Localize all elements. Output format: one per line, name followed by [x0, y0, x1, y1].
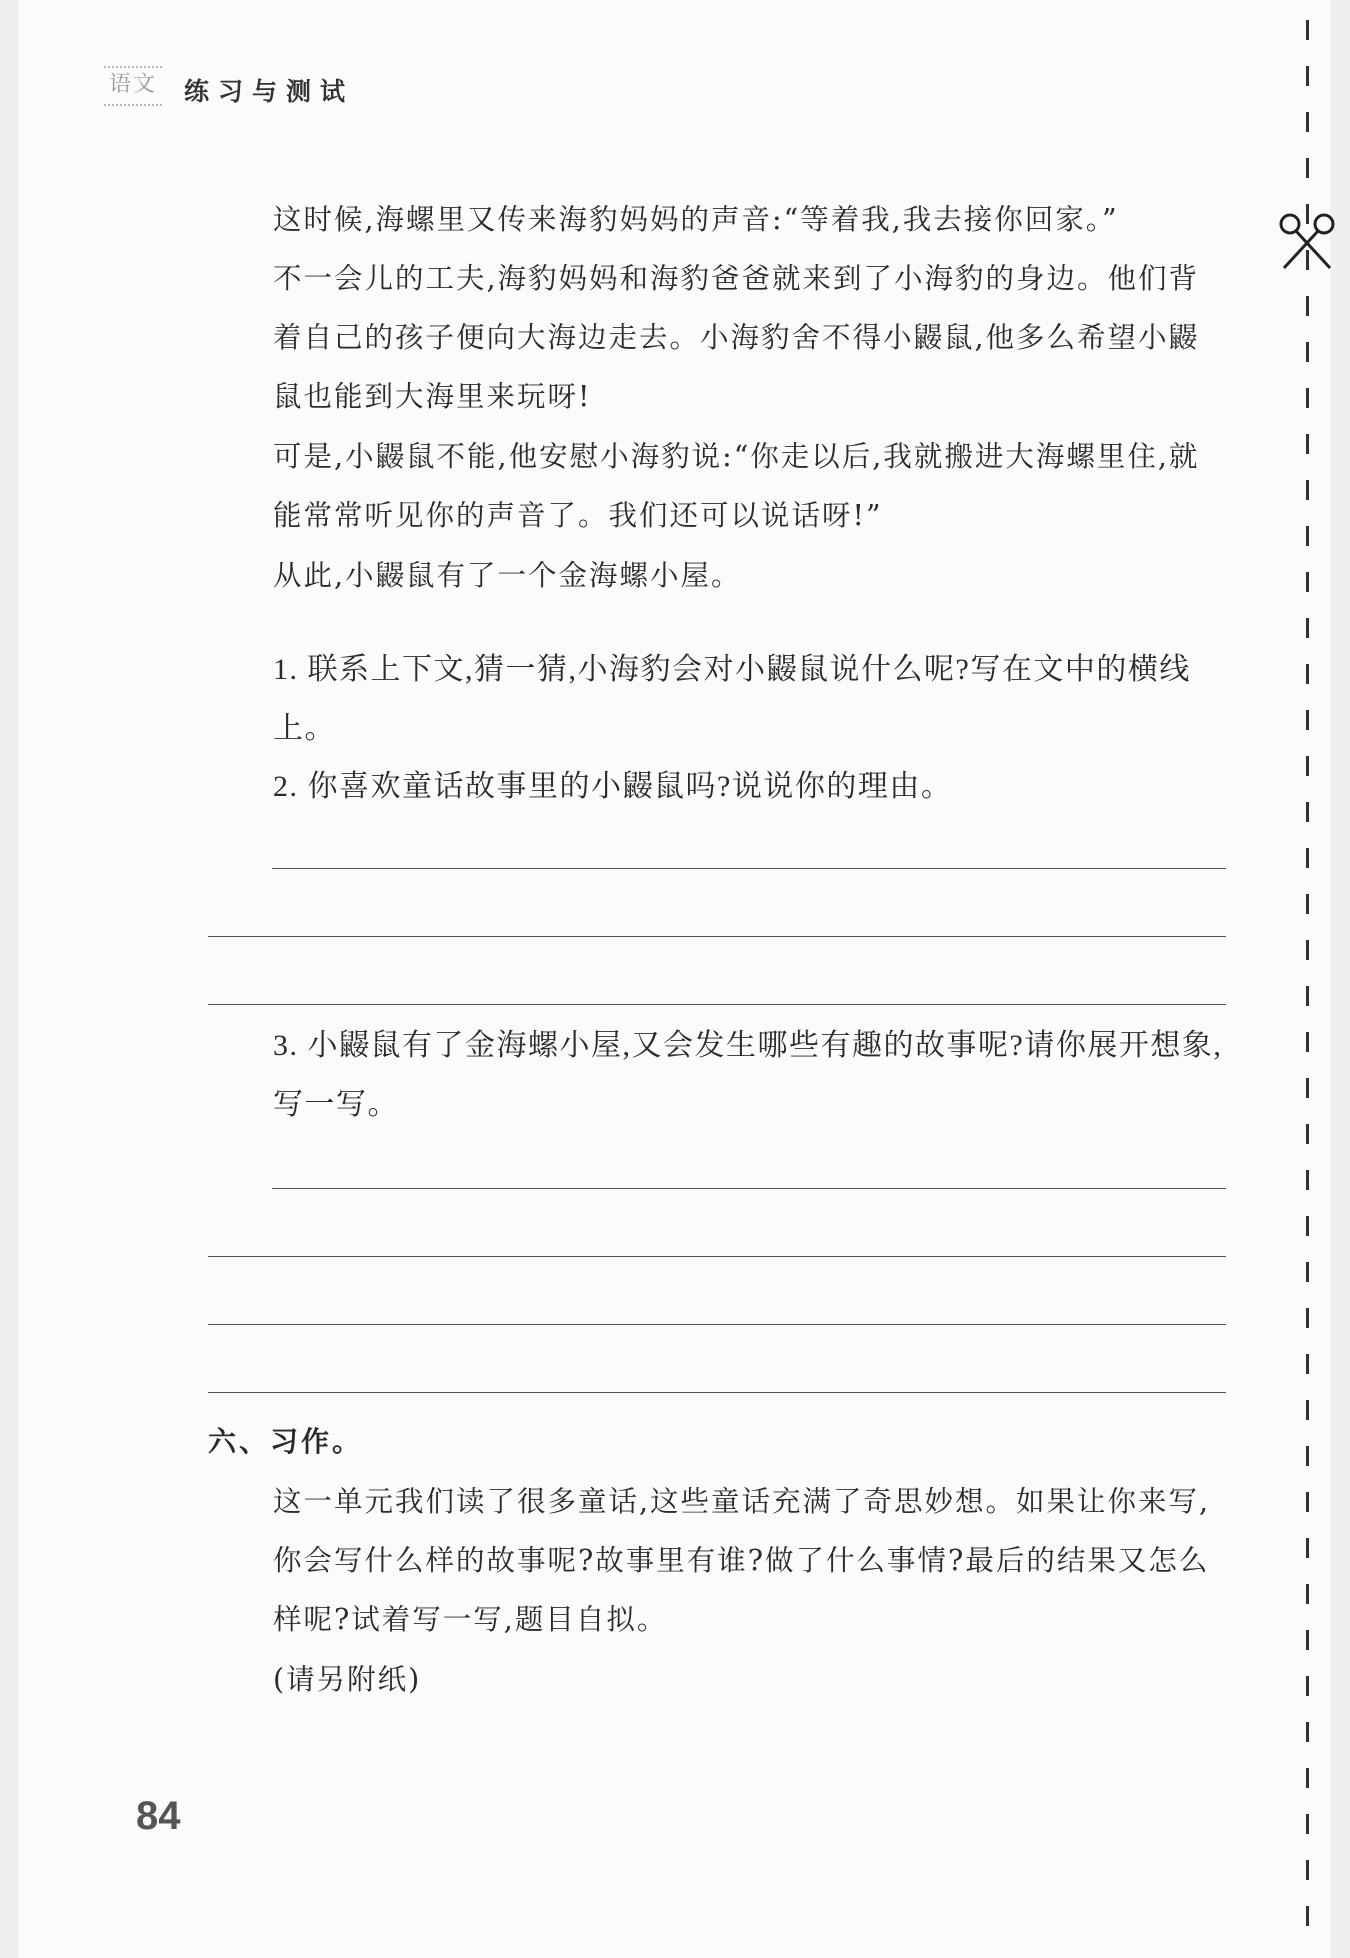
- answer-line[interactable]: [208, 936, 1226, 937]
- question-2-text: 2. 你喜欢童话故事里的小鼹鼠吗?说说你的理由。: [273, 770, 953, 803]
- question-2: [208, 757, 1226, 816]
- story-paragraph-2: [208, 249, 1226, 426]
- story-text-3: 可是,小鼹鼠不能,他安慰小海豹说:“你走以后,我就搬进大海螺里住,就能常常听见你的声音了。我们还可以说话呀!”: [273, 440, 1200, 532]
- answer-line[interactable]: [208, 1392, 1226, 1393]
- section-6-note-text: (请另附纸): [273, 1663, 422, 1696]
- cut-line: [1306, 20, 1309, 1950]
- workbook-page: [18, 0, 1330, 1958]
- page-number: 84: [136, 1794, 181, 1838]
- answer-line[interactable]: [272, 1188, 1226, 1189]
- question-3: [208, 1016, 1226, 1134]
- book-title: 练习与测试: [184, 77, 355, 106]
- question-1: [208, 640, 1226, 758]
- story-text-1: 这时候,海螺里又传来海豹妈妈的声音:“等着我,我去接你回家。”: [273, 203, 1119, 236]
- page-header: [104, 66, 366, 106]
- story-paragraph-4: [208, 546, 1226, 605]
- story-text-4: 从此,小鼹鼠有了一个金海螺小屋。: [273, 559, 742, 592]
- answer-line[interactable]: [208, 1256, 1226, 1257]
- story-paragraph-1: [208, 190, 1226, 249]
- answer-line[interactable]: [208, 1004, 1226, 1005]
- scissors-icon: [1278, 212, 1336, 276]
- story-text-2: 不一会儿的工夫,海豹妈妈和海豹爸爸就来到了小海豹的身边。他们背着自己的孩子便向大海边走去。小海豹舍不得小鼹鼠,他多么希望小鼹鼠也能到大海里来玩呀!: [273, 262, 1200, 413]
- question-3-text: 3. 小鼹鼠有了金海螺小屋,又会发生哪些有趣的故事呢?请你展开想象,写一写。: [273, 1029, 1223, 1121]
- section-6-text: 这一单元我们读了很多童话,这些童话充满了奇思妙想。如果让你来写,你会写什么样的故事呢?故事里有谁?做了什么事情?最后的结果又怎么样呢?试着写一写,题目自拟。: [273, 1485, 1211, 1636]
- story-paragraph-3: [208, 427, 1226, 545]
- subject-label: 语文: [104, 66, 162, 106]
- section-6-note: [208, 1650, 1226, 1709]
- section-6-title: 六、习作。: [208, 1425, 364, 1458]
- section-6-body: [208, 1472, 1226, 1649]
- answer-line[interactable]: [272, 868, 1226, 869]
- answer-line[interactable]: [208, 1324, 1226, 1325]
- question-1-text: 1. 联系上下文,猜一猜,小海豹会对小鼹鼠说什么呢?写在文中的横线上。: [273, 653, 1191, 745]
